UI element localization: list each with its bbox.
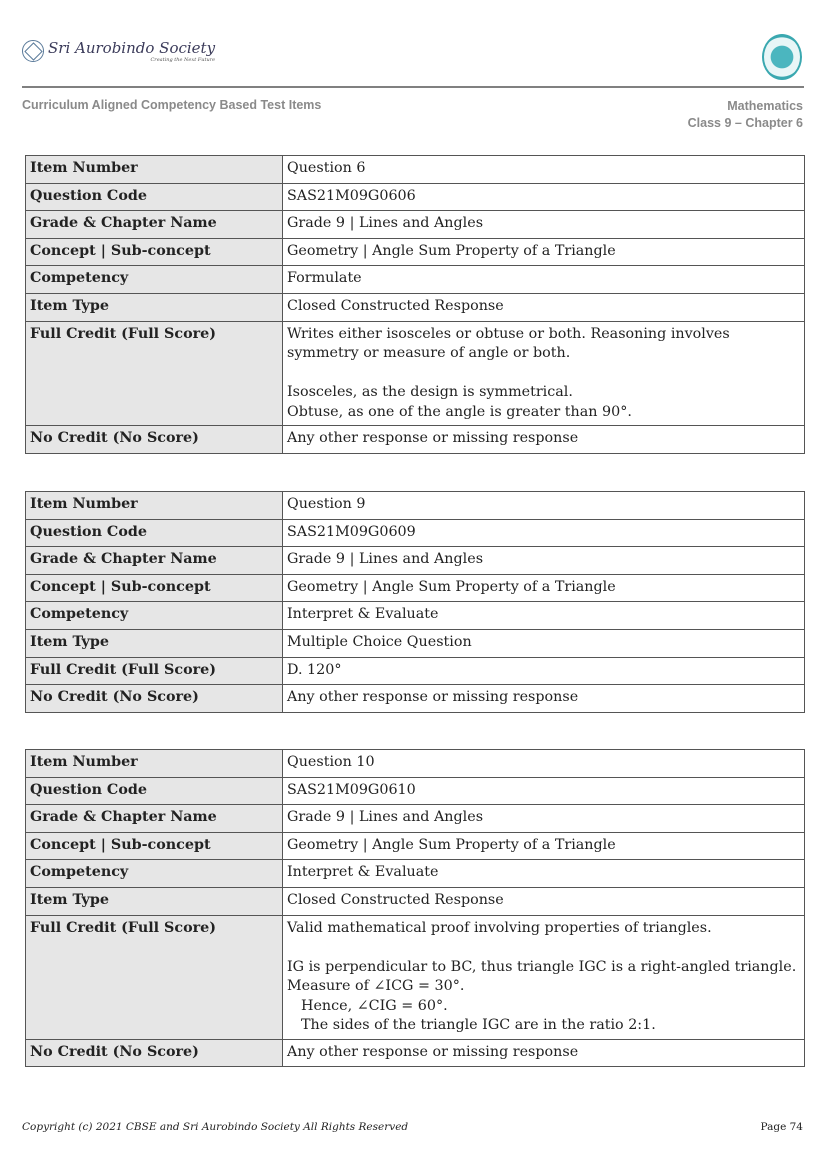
field-label: Concept | Sub-concept (26, 574, 283, 602)
header-divider (22, 86, 804, 88)
value-line: The sides of the triangle IGC are in the ratio 2:1. (301, 1017, 656, 1034)
value-line: Isosceles, as the design is symmetrical. (287, 384, 573, 401)
table-row (26, 266, 805, 294)
field-label: Grade & Chapter Name (26, 547, 283, 575)
value-line: Any other response or missing response (287, 689, 579, 706)
field-value (283, 750, 805, 778)
field-label: Item Type (26, 293, 283, 321)
field-value (283, 426, 805, 454)
value-line (287, 364, 800, 384)
field-value (283, 805, 805, 833)
value-line: Question 9 (287, 496, 366, 512)
item-table-1 (25, 155, 805, 454)
field-value (283, 492, 805, 520)
subject-info (688, 98, 803, 132)
field-label: Question Code (26, 519, 283, 547)
field-value (283, 156, 805, 184)
field-value (283, 519, 805, 547)
logo-tagline: Creating the Next Future (150, 57, 216, 63)
table-row (26, 547, 805, 575)
field-value (283, 547, 805, 575)
value-line: Closed Constructed Response (287, 891, 504, 908)
field-label: Competency (26, 266, 283, 294)
table-row (26, 574, 805, 602)
field-label: Question Code (26, 183, 283, 211)
table-row (26, 1039, 805, 1067)
field-label: Full Credit (Full Score) (26, 657, 283, 685)
value-line: Interpret & Evaluate (287, 864, 439, 881)
field-value (283, 238, 805, 266)
field-value (283, 887, 805, 915)
field-value (283, 293, 805, 321)
field-label: Full Credit (Full Score) (26, 321, 283, 426)
value-line: SAS21M09G0609 (287, 523, 416, 540)
value-line: Obtuse, as one of the angle is greater than 90°. (287, 403, 632, 420)
value-line (287, 938, 800, 958)
field-label: Competency (26, 860, 283, 888)
value-line: Geometry | Angle Sum Property of a Triangle (287, 578, 616, 595)
value-line: Multiple Choice Question (287, 633, 472, 650)
item-table-3 (25, 749, 805, 1067)
value-line: SAS21M09G0606 (287, 187, 416, 204)
logo-text: Sri Aurobindo Society (48, 39, 216, 57)
field-label: Competency (26, 602, 283, 630)
field-label: Item Type (26, 887, 283, 915)
field-value (283, 629, 805, 657)
value-line: Measure of ∠ICG = 30°. (287, 978, 465, 995)
table-row (26, 805, 805, 833)
field-value (283, 183, 805, 211)
field-label: Question Code (26, 777, 283, 805)
field-label: Item Number (26, 492, 283, 520)
value-line: Geometry | Angle Sum Property of a Triangle (287, 242, 616, 259)
value-line: Valid mathematical proof involving properties of triangles. (287, 919, 712, 936)
value-line: Interpret & Evaluate (287, 606, 439, 623)
class-chapter: Class 9 – Chapter 6 (687, 116, 803, 130)
field-value (283, 860, 805, 888)
field-value (283, 832, 805, 860)
value-line: IG is perpendicular to BC, thus triangle IGC is a right-angled triangle. (287, 958, 797, 975)
field-label: Item Type (26, 629, 283, 657)
field-value (283, 266, 805, 294)
field-label: No Credit (No Score) (26, 1039, 283, 1067)
table-row (26, 750, 805, 778)
table-row (26, 321, 805, 426)
value-line: Grade 9 | Lines and Angles (287, 215, 484, 232)
field-value (283, 321, 805, 426)
subject: Mathematics (727, 99, 803, 113)
value-line: Question 6 (287, 160, 366, 176)
table-row (26, 519, 805, 547)
table-row (26, 211, 805, 239)
value-line: Any other response or missing response (287, 430, 579, 447)
field-label: No Credit (No Score) (26, 685, 283, 713)
table-row (26, 860, 805, 888)
sri-aurobindo-society-logo (22, 38, 215, 63)
table-row (26, 492, 805, 520)
value-line: Formulate (287, 270, 362, 287)
field-label: Grade & Chapter Name (26, 805, 283, 833)
value-line: Writes either isosceles or obtuse or both. Reasoning involves symmetry or measure of angle or both. (287, 325, 730, 362)
field-value (283, 602, 805, 630)
field-value (283, 657, 805, 685)
field-label: Full Credit (Full Score) (26, 915, 283, 1039)
item-table-2 (25, 491, 805, 713)
page-number: Page 74 (760, 1121, 803, 1133)
society-emblem-icon (22, 40, 44, 62)
table-row (26, 915, 805, 1039)
field-label: Item Number (26, 156, 283, 184)
table-row (26, 832, 805, 860)
field-value (283, 574, 805, 602)
field-value (283, 1039, 805, 1067)
value-line: Hence, ∠CIG = 60°. (301, 997, 448, 1014)
value-line: D. 120° (287, 661, 342, 678)
field-label: No Credit (No Score) (26, 426, 283, 454)
table-row (26, 183, 805, 211)
table-row (26, 685, 805, 713)
table-row (26, 777, 805, 805)
document-title: Curriculum Aligned Competency Based Test Items (22, 98, 322, 112)
value-line: Geometry | Angle Sum Property of a Triangle (287, 836, 616, 853)
cbse-seal-icon (762, 34, 802, 80)
value-line: Question 10 (287, 754, 375, 770)
value-line: Grade 9 | Lines and Angles (287, 551, 484, 568)
value-line: Closed Constructed Response (287, 297, 504, 314)
field-label: Grade & Chapter Name (26, 211, 283, 239)
field-label: Concept | Sub-concept (26, 238, 283, 266)
table-row (26, 156, 805, 184)
table-row (26, 238, 805, 266)
field-label: Item Number (26, 750, 283, 778)
copyright: Copyright (c) 2021 CBSE and Sri Aurobindo Society All Rights Reserved (22, 1121, 409, 1133)
table-row (26, 887, 805, 915)
table-row (26, 629, 805, 657)
value-line: SAS21M09G0610 (287, 781, 416, 798)
table-row (26, 293, 805, 321)
field-value (283, 777, 805, 805)
field-label: Concept | Sub-concept (26, 832, 283, 860)
field-value (283, 685, 805, 713)
value-line: Grade 9 | Lines and Angles (287, 809, 484, 826)
table-row (26, 602, 805, 630)
table-row (26, 426, 805, 454)
table-row (26, 657, 805, 685)
field-value (283, 915, 805, 1039)
value-line: Any other response or missing response (287, 1043, 579, 1060)
field-value (283, 211, 805, 239)
